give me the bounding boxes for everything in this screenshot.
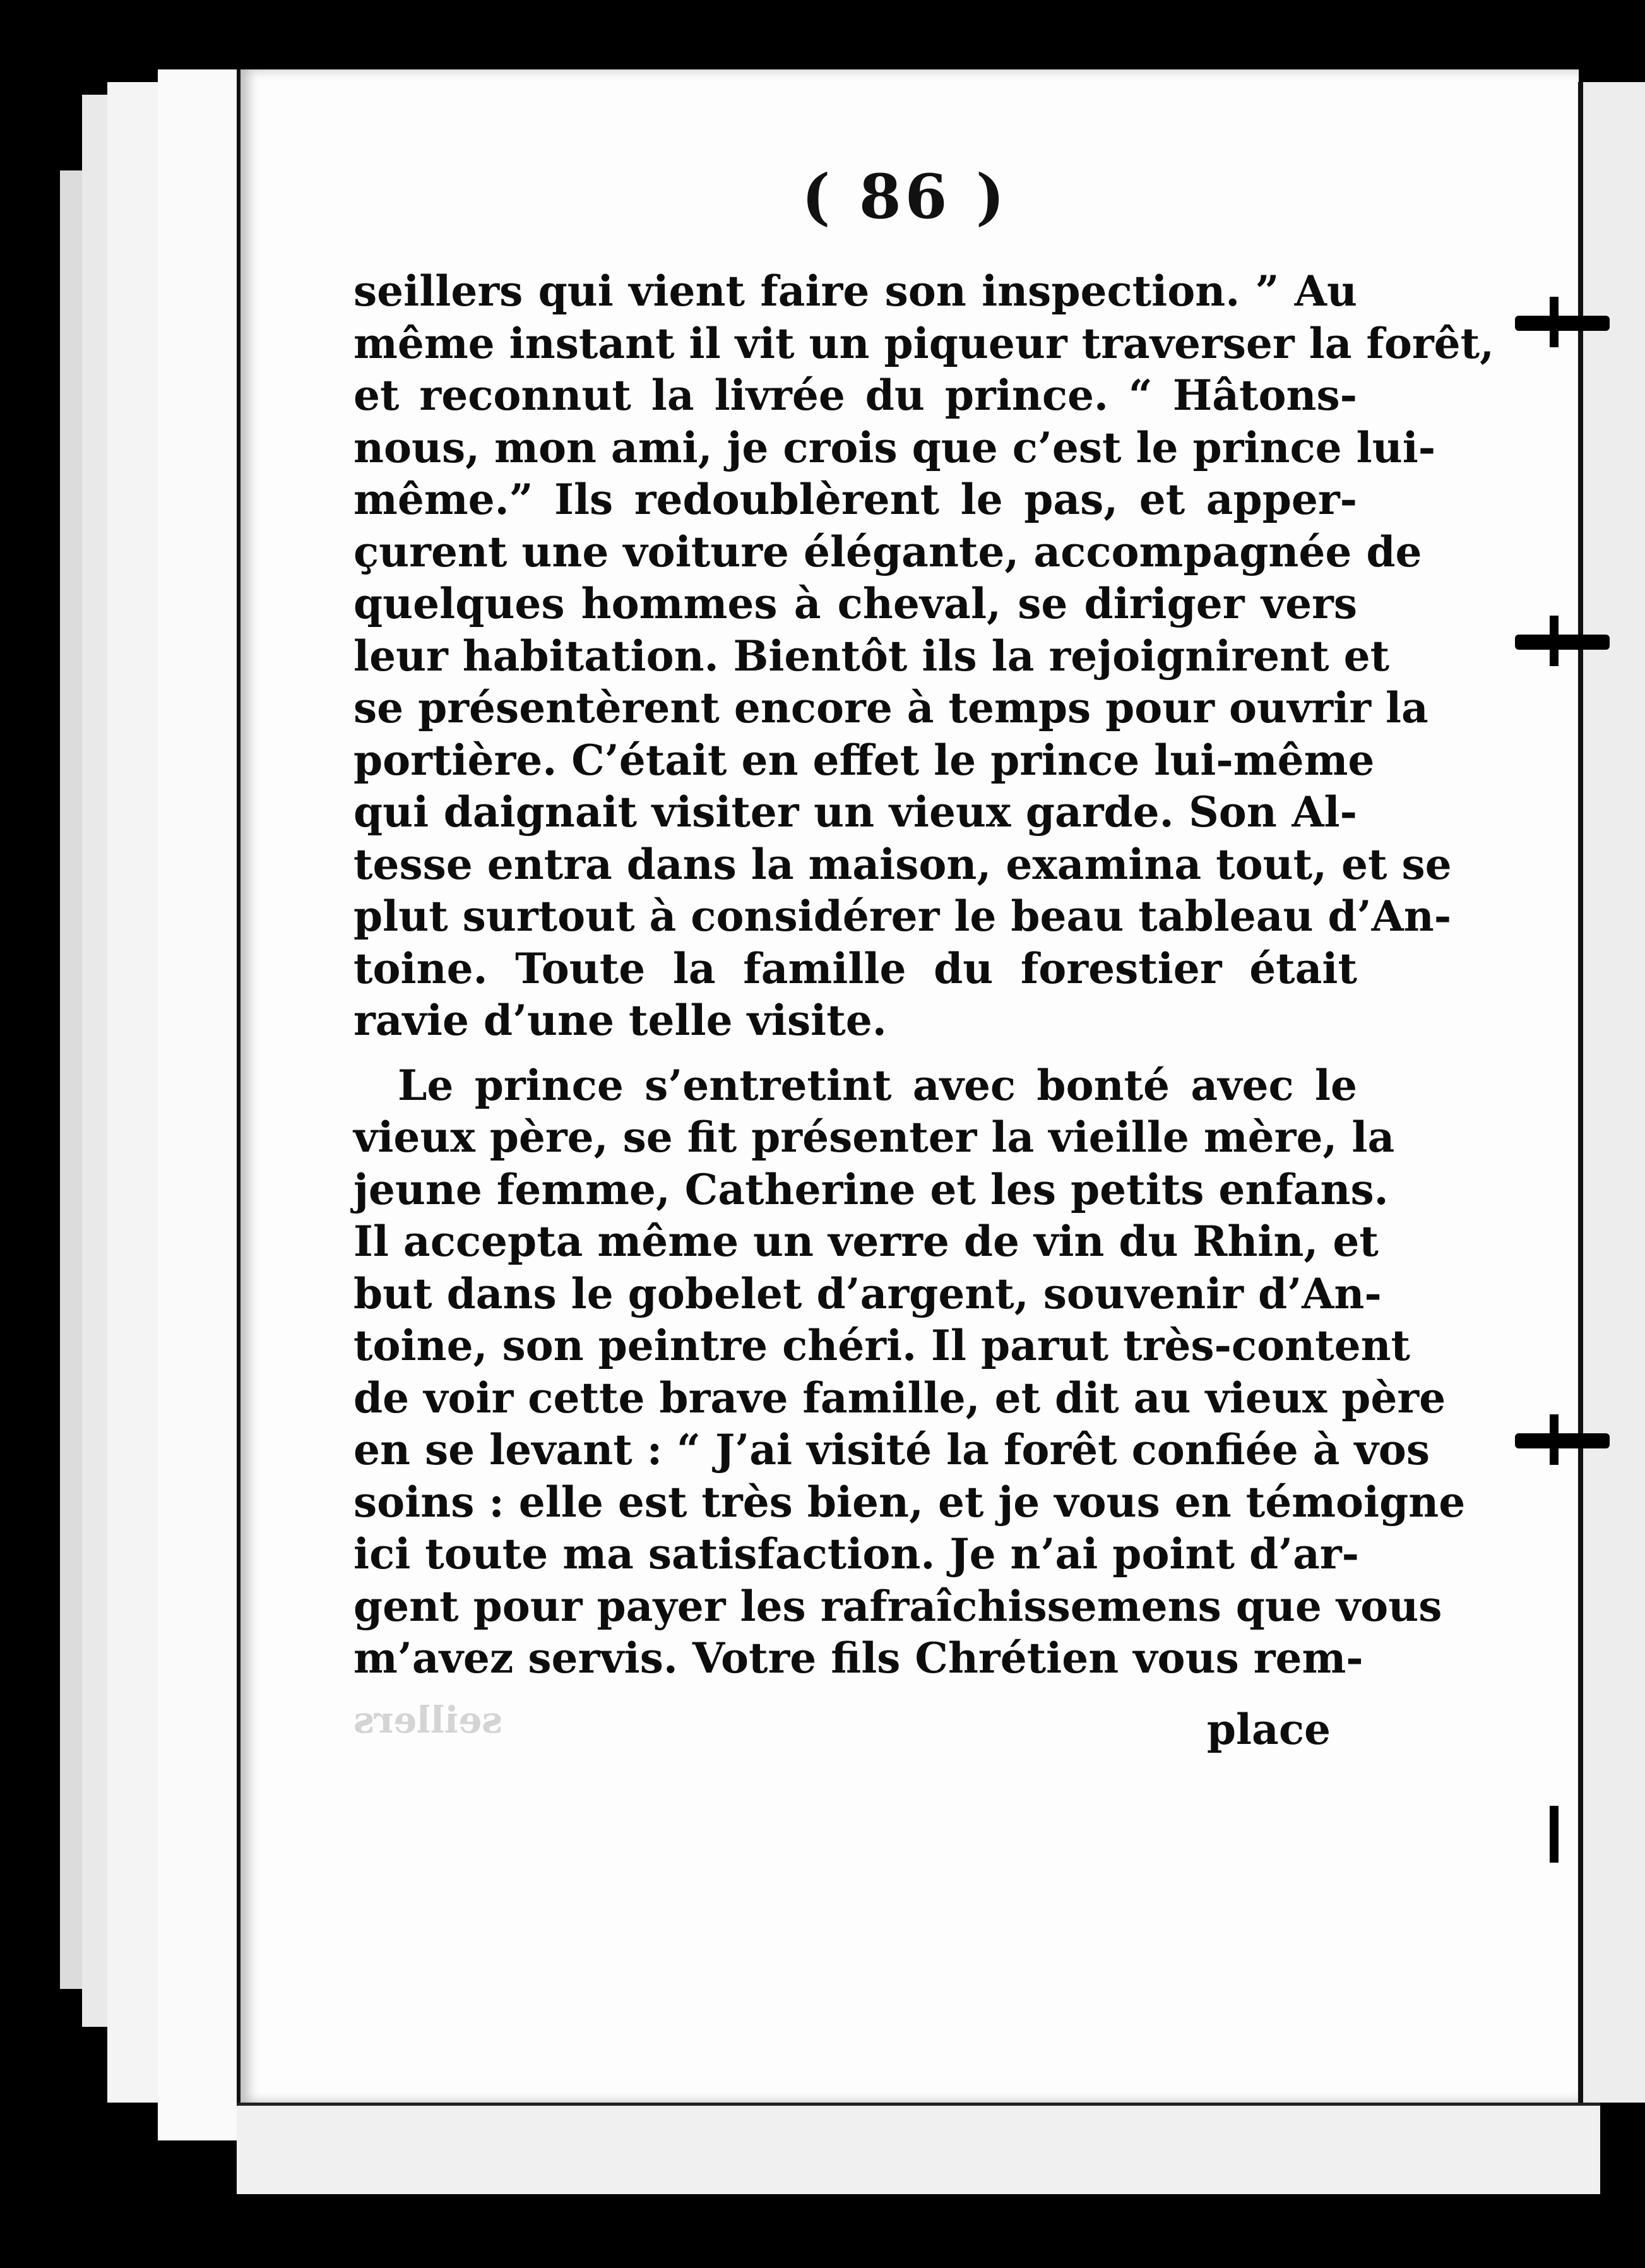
page-edge xyxy=(158,69,249,2140)
text-line: Il accepta même un verre de vin du Rhin, et xyxy=(353,1217,1379,1266)
paragraph-gap xyxy=(353,1047,1357,1059)
text-line: seillers qui vient faire son inspection. ” Au xyxy=(353,266,1357,316)
body-text xyxy=(353,265,1495,1685)
text-line: se présentèrent encore à temps pour ouvrir la xyxy=(353,683,1428,732)
text-line: çurent une voiture élégante, accompagnée de xyxy=(353,527,1422,576)
text-line: ravie d’une telle visite. xyxy=(353,996,887,1045)
binding-stitch xyxy=(1515,316,1610,331)
text-line: qui daignait visiter un vieux garde. Son Al- xyxy=(353,787,1357,837)
text-line: même.” Ils redoublèrent le pas, et apper- xyxy=(353,475,1357,524)
text-line: toine, son peintre chéri. Il parut très-content xyxy=(353,1321,1411,1370)
text-line: leur habitation. Bientôt ils la rejoignirent et xyxy=(353,631,1390,681)
text-line: de voir cette brave famille, et dit au vieux père xyxy=(353,1373,1446,1423)
binding-stitch xyxy=(1550,1414,1559,1465)
catchword: place xyxy=(1206,1705,1331,1754)
text-line: portière. C’était en effet le prince lui-même xyxy=(353,735,1375,785)
text-line: en se levant : “ J’ai visité la forêt confiée à vos xyxy=(353,1425,1430,1474)
text-line: m’avez servis. Votre fils Chrétien vous rem- xyxy=(353,1633,1363,1683)
page-bottom-edge xyxy=(237,2103,1600,2194)
binding-stitch xyxy=(1515,635,1610,650)
text-line: plut surtout à considérer le beau tableau d’An- xyxy=(353,892,1452,941)
bleed-through-text: seillers xyxy=(353,1698,502,1741)
text-line: nous, mon ami, je crois que c’est le prince lui- xyxy=(353,422,1436,472)
text-line: tesse entra dans la maison, examina tout, et se xyxy=(353,839,1452,889)
text-line: même instant il vit un piqueur traverser la forêt, xyxy=(353,318,1495,368)
binding-stitch xyxy=(1550,616,1559,666)
binding-strip xyxy=(1578,82,1645,2103)
text-line: et reconnut la livrée du prince. “ Hâtons- xyxy=(353,371,1357,420)
text-line: soins : elle est très bien, et je vous en témoigne xyxy=(353,1477,1466,1527)
text-line: toine. Toute la famille du forestier était xyxy=(353,943,1357,993)
text-line: ici toute ma satisfaction. Je n’ai point d’ar- xyxy=(353,1529,1360,1579)
text-line: but dans le gobelet d’argent, souvenir d’An- xyxy=(353,1268,1382,1318)
binding-stitch xyxy=(1515,1433,1610,1448)
text-line: vieux père, se fit présenter la vieille mère, la xyxy=(353,1113,1395,1162)
text-line: quelques hommes à cheval, se diriger vers xyxy=(353,579,1357,628)
binding-stitch xyxy=(1550,297,1559,347)
binding-stitch xyxy=(1550,1806,1559,1863)
page-number: ( 86 ) xyxy=(802,161,1009,232)
text-line: Le prince s’entretint avec bonté avec le xyxy=(398,1060,1357,1110)
text-line: jeune femme, Catherine et les petits enfans. xyxy=(353,1164,1389,1214)
text-line: gent pour payer les rafraîchissemens que vous xyxy=(353,1581,1442,1631)
